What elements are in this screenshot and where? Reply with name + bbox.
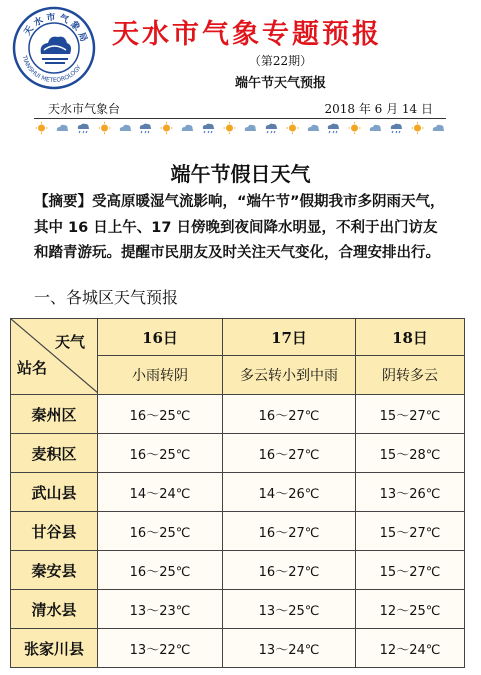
- cloud-icon: [306, 122, 321, 134]
- issue-date: 2018 年 6 月 14 日: [324, 102, 433, 116]
- header-divider: [34, 118, 446, 119]
- issue-number: （第22期）: [248, 54, 313, 68]
- cloud-icon: [243, 122, 258, 134]
- temperature-cell: 14～26℃: [223, 473, 356, 512]
- table-row: [11, 629, 465, 668]
- temperature-cell: 15～28℃: [356, 434, 465, 473]
- table-header-row: [11, 319, 465, 356]
- temperature-cell: 12～25℃: [356, 590, 465, 629]
- sun-icon: [34, 122, 49, 134]
- weather-cell: 小雨转阴: [98, 356, 223, 395]
- corner-label-station: 站名: [17, 359, 48, 377]
- report-title: 天水市气象专题预报: [112, 19, 382, 50]
- station-name: 武山县: [11, 473, 98, 512]
- rain-icon: [326, 122, 341, 134]
- rain-icon: [389, 122, 404, 134]
- date-header: 17日: [223, 319, 356, 356]
- temperature-cell: 16～27℃: [223, 395, 356, 434]
- temperature-cell: 16～27℃: [223, 551, 356, 590]
- cloud-icon: [180, 122, 195, 134]
- temperature-cell: 13～23℃: [98, 590, 223, 629]
- station-name: 清水县: [11, 590, 98, 629]
- sun-icon: [410, 122, 425, 134]
- temperature-cell: 16～25℃: [98, 395, 223, 434]
- station-name: 张家川县: [11, 629, 98, 668]
- temperature-cell: 13～26℃: [356, 473, 465, 512]
- table-corner-cell: [11, 319, 98, 395]
- temperature-cell: 15～27℃: [356, 395, 465, 434]
- rain-icon: [76, 122, 91, 134]
- sun-icon: [285, 122, 300, 134]
- issuing-organization: 天水市气象台: [48, 102, 121, 116]
- station-name: 秦州区: [11, 395, 98, 434]
- weather-cell: 阴转多云: [356, 356, 465, 395]
- sun-icon: [222, 122, 237, 134]
- forecast-table: [10, 318, 465, 668]
- table-row: [11, 473, 465, 512]
- table-row: [11, 395, 465, 434]
- station-name: 秦安县: [11, 551, 98, 590]
- temperature-cell: 14～24℃: [98, 473, 223, 512]
- date-header: 18日: [356, 319, 465, 356]
- temperature-cell: 13～24℃: [223, 629, 356, 668]
- corner-label-weather: 天气: [54, 333, 85, 351]
- svg-text:天 水 市 气 象 局: 天 水 市 气 象 局: [22, 12, 89, 44]
- weather-icon-strip: [34, 121, 446, 135]
- temperature-cell: 16～25℃: [98, 434, 223, 473]
- cloud-icon: [118, 122, 133, 134]
- temperature-cell: 16～27℃: [223, 512, 356, 551]
- summary-paragraph: 【摘要】受高原暖湿气流影响，“端午节”假期我市多阴雨天气，其中 16 日上午、17 日傍晚到夜间降水明显，不利于出门访友和踏青游玩。提醒市民朋友及时关注天气变化，合理安排出行。: [34, 194, 445, 261]
- temperature-cell: 15～27℃: [356, 551, 465, 590]
- cloud-icon: [368, 122, 383, 134]
- temperature-cell: 12～24℃: [356, 629, 465, 668]
- temperature-cell: 15～27℃: [356, 512, 465, 551]
- rain-icon: [201, 122, 216, 134]
- temperature-cell: 16～27℃: [223, 434, 356, 473]
- table-row: [11, 551, 465, 590]
- temperature-cell: 16～25℃: [98, 551, 223, 590]
- table-row: [11, 512, 465, 551]
- svg-text:TIANSHUI METEOROLOGY: TIANSHUI METEOROLOGY: [20, 54, 83, 85]
- sun-icon: [347, 122, 362, 134]
- cloud-icon: [431, 122, 446, 134]
- sun-icon: [97, 122, 112, 134]
- cloud-icon: [55, 122, 70, 134]
- weather-cell: 多云转小到中雨: [223, 356, 356, 395]
- temperature-cell: 13～22℃: [98, 629, 223, 668]
- temperature-cell: 16～25℃: [98, 512, 223, 551]
- sun-icon: [159, 122, 174, 134]
- table-row: [11, 590, 465, 629]
- report-subtitle: 端午节天气预报: [234, 76, 326, 91]
- date-header: 16日: [98, 319, 223, 356]
- rain-icon: [264, 122, 279, 134]
- temperature-cell: 13～25℃: [223, 590, 356, 629]
- station-name: 甘谷县: [11, 512, 98, 551]
- table-row: [11, 434, 465, 473]
- rain-icon: [138, 122, 153, 134]
- section-title: 一、各城区天气预报: [34, 288, 179, 307]
- article-heading: 端午节假日天气: [170, 162, 311, 186]
- station-name: 麦积区: [11, 434, 98, 473]
